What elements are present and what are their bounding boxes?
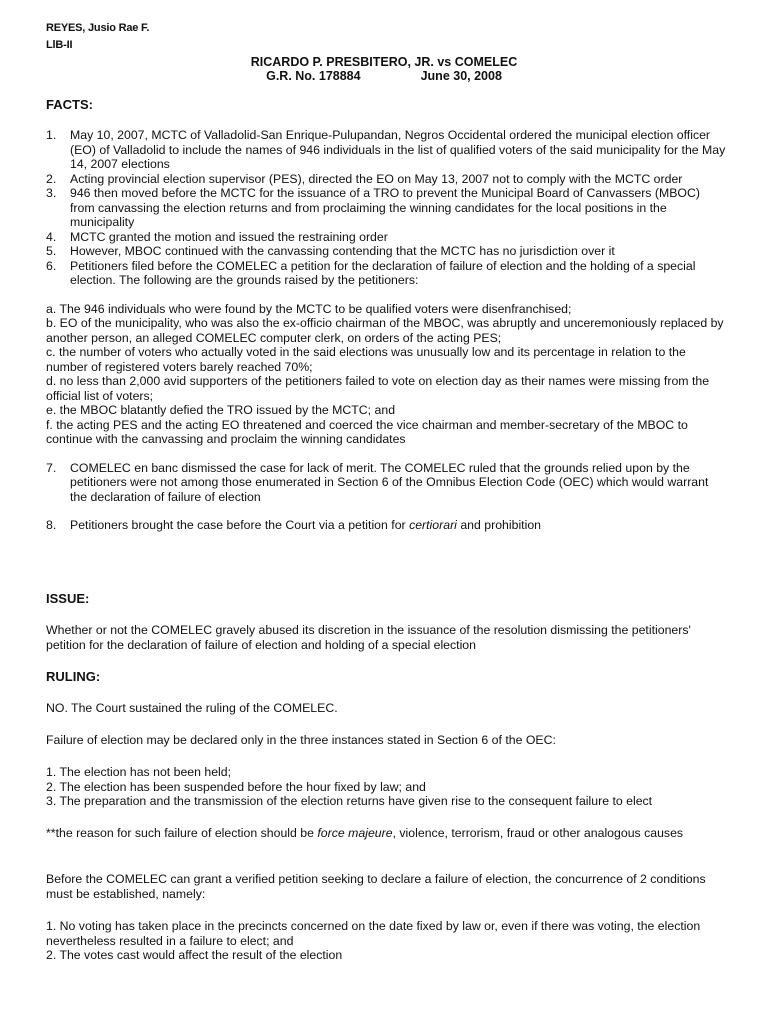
fact-text: Petitioners filed before the COMELEC a petition for the declaration of failure of election and the holding of a special election. The following are the grounds raised by the petitioners: — [70, 258, 696, 287]
condition-item: 1. No voting has taken place in the precincts concerned on the date fixed by law or, even if there was voting, the election nevertheless resulted in a failure to elect; and — [46, 919, 701, 948]
ground-item: c. the number of voters who actually voted in the said elections was unusually low and its percentage in relation to the number of registered voters barely reached 70%; — [46, 345, 686, 374]
ruling-heading: RULING: — [46, 669, 101, 684]
ground-item: e. the MBOC blatantly defied the TRO issued by the MCTC; and — [46, 403, 396, 417]
fact-text: 946 then moved before the MCTC for the issuance of a TRO to prevent the Municipal Board of Canvassers (MBOC) from canvassing the election returns and from proclaiming the winning candidates for the local positions in the municipality — [70, 186, 700, 229]
ground-item: f. the acting PES and the acting EO threatened and coerced the vice chairman and member-secretary of the MBOC to continue with the canvassing and proclaim the winning candidates — [46, 417, 688, 446]
instance-item: 3. The preparation and the transmission of the election returns have given rise to the consequent failure to elect — [46, 794, 653, 808]
fact-number: 6. — [46, 258, 57, 273]
instance-item: 1. The election has not been held; — [46, 765, 232, 779]
fact-number: 8. — [46, 518, 57, 532]
fact-item — [46, 128, 726, 172]
instance-item: 2. The election has been suspended before the hour fixed by law; and — [46, 779, 426, 794]
fact-text: COMELEC en banc dismissed the case for lack of merit. The COMELEC ruled that the grounds relied upon by the petitioners were not among those enumerated in Section 6 of the Omnibus Election Code (OEC) which would warrant the declaration of failure of election — [70, 460, 709, 504]
case-date: June 30, 2008 — [420, 69, 502, 83]
fact-number: 3. — [46, 186, 57, 200]
case-gr-number: G.R. No. 178884 — [266, 69, 361, 83]
author-name: REYES, Jusio Rae F. — [46, 22, 150, 34]
ruling-note — [46, 826, 726, 841]
fact-number: 5. — [46, 244, 57, 258]
fact-item — [46, 259, 726, 447]
ruling-paragraph-2: Failure of election may be declared only in the three instances stated in Section 6 of the OEC: — [46, 733, 556, 747]
fact-number: 1. — [46, 128, 57, 142]
fact-number: 2. — [46, 171, 57, 186]
ground-item: b. EO of the municipality, who was also the ex-officio chairman of the MBOC, was abruptly and unceremoniously replaced by another person, an alleged COMELEC computer clerk, on orders of the acting PES; — [46, 316, 724, 345]
facts-list — [46, 128, 726, 533]
fact-text-after: and prohibition — [456, 518, 541, 532]
fact-number: 7. — [46, 460, 57, 475]
ground-item: a. The 946 individuals who were found by the MCTC to be qualified voters were disenfranchised; — [46, 301, 572, 316]
fact-text: However, MBOC continued with the canvassing contending that the MCTC has no jurisdiction over it — [70, 244, 615, 258]
issue-heading: ISSUE: — [46, 591, 90, 606]
fact-number: 4. — [46, 229, 57, 244]
conditions-list — [46, 919, 726, 963]
note-text-after: , violence, terrorism, fraud or other analogous causes — [392, 826, 684, 840]
issue-text: Whether or not the COMELEC gravely abused its discretion in the issuance of the resolution dismissing the petitioners' petition for the declaration of failure of election and holding of a special election — [46, 623, 691, 652]
fact-item — [46, 230, 726, 245]
facts-heading: FACTS: — [46, 97, 93, 112]
ruling-paragraph-3: Before the COMELEC can grant a verified petition seeking to declare a failure of election, the concurrence of 2 conditions must be established, namely: — [46, 872, 706, 901]
fact-text: Acting provincial election supervisor (PES), directed the EO on May 13, 2007 not to comply with the MCTC order — [70, 171, 683, 186]
fact-item — [46, 461, 726, 505]
note-text-before: **the reason for such failure of election should be — [46, 826, 318, 840]
case-title-block — [0, 55, 768, 83]
fact-item — [46, 244, 726, 259]
failure-instances-list — [46, 765, 726, 809]
condition-item: 2. The votes cast would affect the result of the election — [46, 948, 343, 962]
case-citation — [0, 69, 768, 83]
fact-text-italic: certiorari — [409, 518, 457, 532]
ruling-paragraph-1: NO. The Court sustained the ruling of the COMELEC. — [46, 701, 338, 715]
fact-item — [46, 518, 726, 533]
case-title: RICARDO P. PRESBITERO, JR. vs COMELEC — [250, 55, 518, 69]
fact-text: May 10, 2007, MCTC of Valladolid-San Enrique-Pulupandan, Negros Occidental ordered the municipal election officer (EO) of Valladolid to include the names of 946 individuals in the list of qualified voters of the said municipality for the May 14, 2007 elections — [70, 128, 726, 171]
note-text-italic: force majeure — [317, 826, 393, 840]
fact-item — [46, 172, 726, 187]
fact-text-before: Petitioners brought the case before the Court via a petition for — [70, 518, 410, 532]
ground-item: d. no less than 2,000 avid supporters of the petitioners failed to vote on election day as their names were missing from the official list of voters; — [46, 374, 710, 403]
author-class: LlB-II — [46, 39, 73, 51]
grounds-list — [46, 302, 726, 447]
fact-text: MCTC granted the motion and issued the restraining order — [70, 229, 388, 244]
fact-item — [46, 186, 726, 230]
